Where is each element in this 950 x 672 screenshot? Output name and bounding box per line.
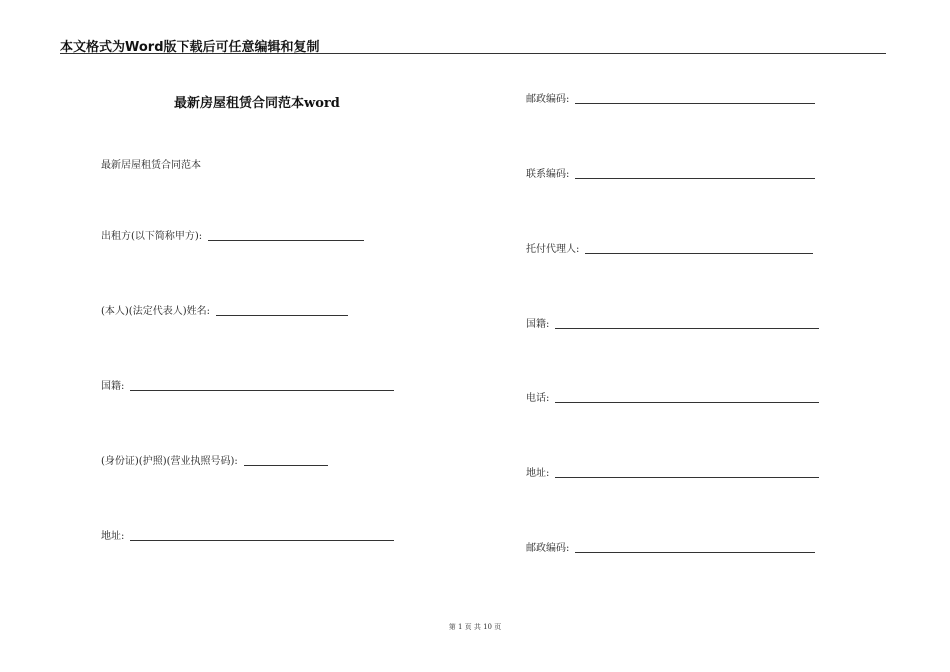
field-phone: [526, 391, 819, 405]
blank-line[interactable]: [555, 392, 819, 403]
field-label: (本人)(法定代表人)姓名:: [101, 306, 210, 317]
field-nationality-agent: [526, 317, 819, 331]
field-address-agent: [526, 466, 819, 480]
field-label: 国籍:: [526, 319, 550, 330]
field-representative-name: [101, 304, 348, 318]
blank-line[interactable]: [555, 467, 819, 478]
field-label: 联系编码:: [526, 169, 570, 180]
blank-line[interactable]: [208, 230, 364, 241]
blank-line[interactable]: [244, 455, 328, 466]
blank-line[interactable]: [216, 305, 348, 316]
blank-line[interactable]: [575, 542, 815, 553]
field-agent: [526, 242, 813, 256]
subtitle-line: 最新居屋租赁合同范本: [101, 160, 201, 171]
field-label: (身份证)(护照)(营业执照号码):: [101, 456, 238, 467]
blank-line[interactable]: [130, 380, 394, 391]
blank-line[interactable]: [585, 243, 813, 254]
field-nationality: [101, 379, 394, 393]
field-label: 电话:: [526, 393, 550, 404]
field-label: 地址:: [101, 531, 125, 542]
header-text: 本文格式为Word版下载后可任意编辑和复制: [60, 40, 320, 55]
page-header: [60, 34, 886, 54]
field-address: [101, 529, 394, 543]
blank-line[interactable]: [555, 318, 819, 329]
field-label: 地址:: [526, 468, 550, 479]
document-title: 最新房屋租赁合同范本word: [174, 96, 340, 111]
field-label: 出租方(以下简称甲方):: [101, 231, 203, 242]
field-label: 邮政编码:: [526, 94, 570, 105]
field-contact-code: [526, 167, 815, 181]
field-label: 国籍:: [101, 381, 125, 392]
field-label: 邮政编码:: [526, 543, 570, 554]
field-lessor: [101, 229, 364, 243]
field-postal-code-agent: [526, 541, 815, 555]
page-footer: 第 1 页 共 10 页: [448, 623, 502, 631]
field-label: 托付代理人:: [526, 244, 580, 255]
field-postal-code: [526, 92, 815, 106]
blank-line[interactable]: [575, 168, 815, 179]
blank-line[interactable]: [130, 530, 394, 541]
field-id-number: [101, 454, 328, 468]
blank-line[interactable]: [575, 93, 815, 104]
